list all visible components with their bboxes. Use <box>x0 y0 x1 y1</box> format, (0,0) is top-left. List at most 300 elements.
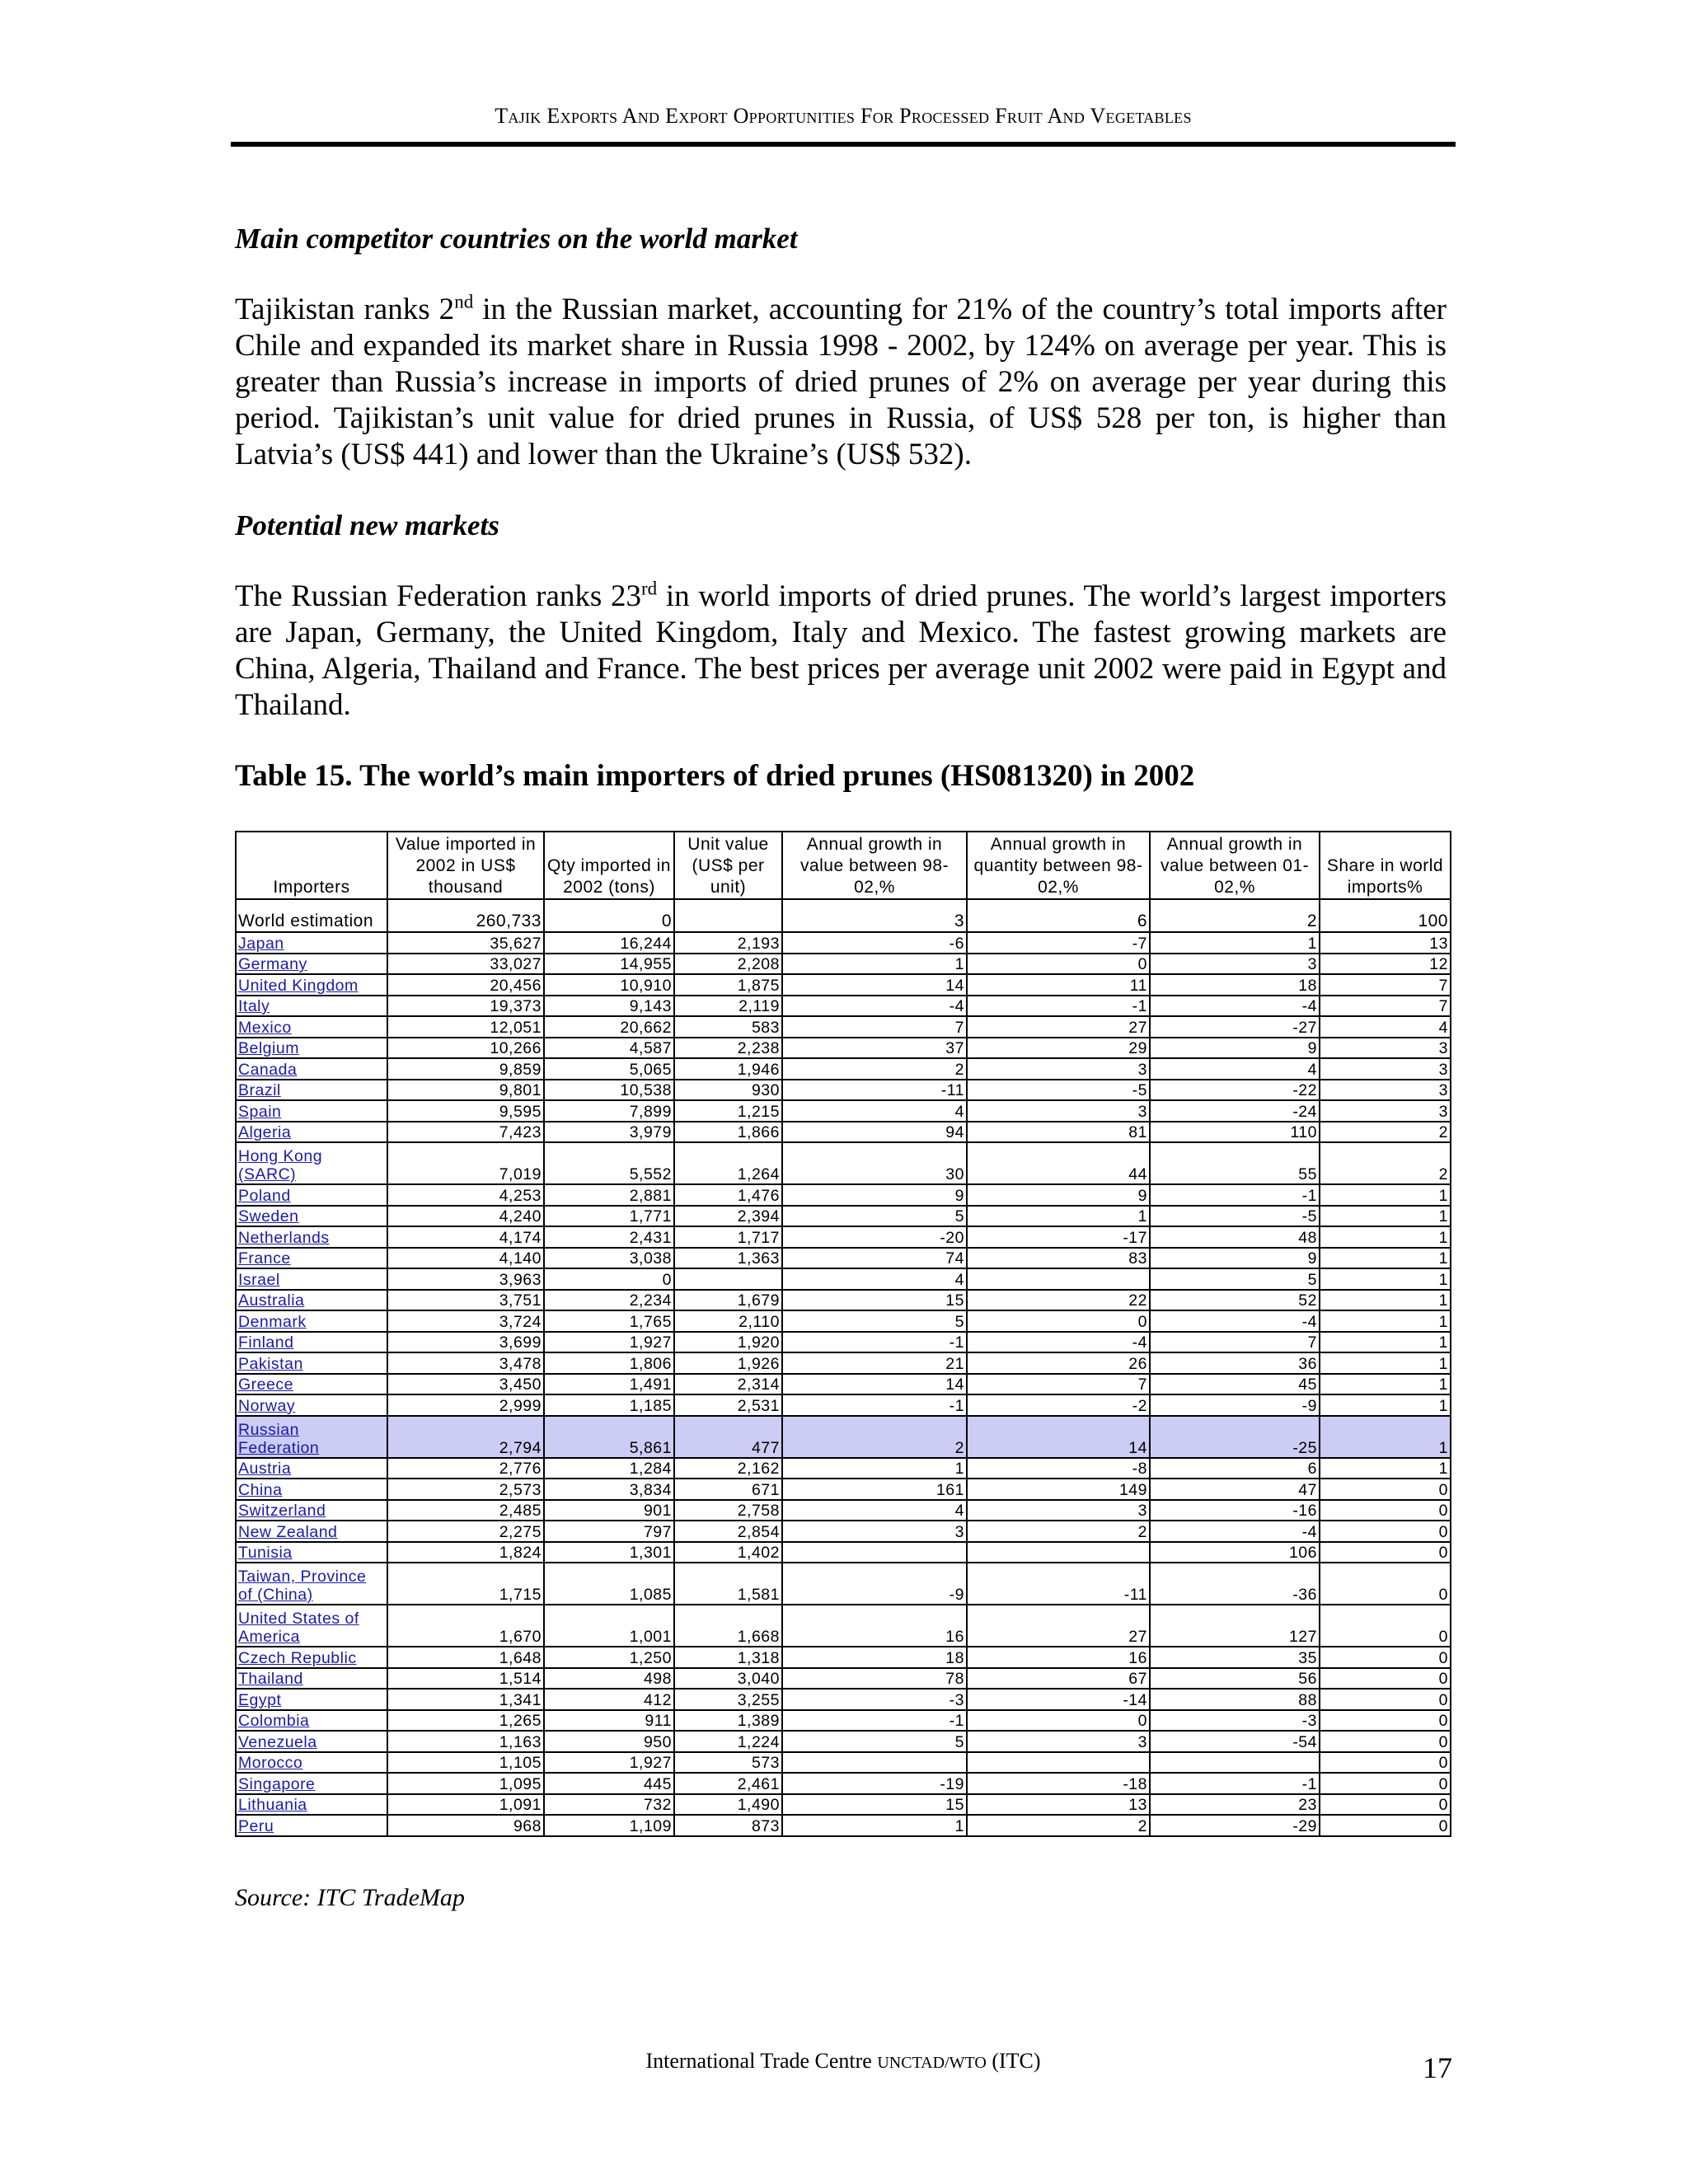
col-header-value: Value imported in 2002 in US$ thousand <box>387 832 544 899</box>
cell-growth-qty-98-02: 3 <box>967 1100 1150 1122</box>
cell-share: 12 <box>1320 954 1451 975</box>
importer-link[interactable]: Czech Republic <box>238 1648 357 1667</box>
cell-share: 1 <box>1320 1352 1451 1374</box>
cell-growth-qty-98-02: 2 <box>967 1815 1150 1836</box>
ordinal-superscript: nd <box>454 291 474 312</box>
cell-share: 7 <box>1320 974 1451 996</box>
cell-importer <box>236 1521 387 1542</box>
cell-share: 0 <box>1320 1794 1451 1816</box>
cell-quantity: 498 <box>544 1668 674 1690</box>
cell-quantity: 1,927 <box>544 1752 674 1774</box>
cell-share: 100 <box>1320 899 1451 932</box>
cell-importer <box>236 996 387 1017</box>
cell-growth-qty-98-02: 27 <box>967 1605 1150 1647</box>
cell-value: 4,174 <box>387 1226 544 1248</box>
importer-link[interactable]: Brazil <box>238 1081 281 1099</box>
importer-link[interactable]: Tunisia <box>238 1544 293 1562</box>
section-heading-new-markets: Potential new markets <box>235 509 499 541</box>
cell-share: 1 <box>1320 1248 1451 1269</box>
importer-link[interactable]: Venezuela <box>238 1732 317 1751</box>
table-row <box>236 1374 1451 1395</box>
cell-share: 0 <box>1320 1668 1451 1690</box>
cell-growth-value-98-02: 161 <box>782 1479 967 1500</box>
cell-growth-value-01-02: 35 <box>1150 1647 1320 1668</box>
cell-unit-value: 2,208 <box>674 954 782 975</box>
importer-link[interactable]: Denmark <box>238 1312 307 1331</box>
cell-quantity: 1,301 <box>544 1542 674 1563</box>
importer-link[interactable]: Russian Federation <box>238 1420 320 1457</box>
cell-growth-value-98-02: -6 <box>782 932 967 954</box>
table-row <box>236 1668 1451 1690</box>
table-row <box>236 1206 1451 1227</box>
cell-share: 0 <box>1320 1647 1451 1668</box>
cell-growth-value-01-02: 47 <box>1150 1479 1320 1500</box>
cell-growth-qty-98-02 <box>967 1542 1150 1563</box>
importer-link[interactable]: Peru <box>238 1816 274 1835</box>
cell-growth-value-01-02: -27 <box>1150 1016 1320 1038</box>
cell-growth-qty-98-02: -17 <box>967 1226 1150 1248</box>
paragraph-competitors <box>235 292 1447 473</box>
cell-value: 12,051 <box>387 1016 544 1038</box>
importer-link[interactable]: Morocco <box>238 1754 303 1772</box>
cell-growth-value-98-02: 5 <box>782 1310 967 1332</box>
cell-growth-value-01-02: -3 <box>1150 1710 1320 1732</box>
importer-link[interactable]: Norway <box>238 1396 296 1415</box>
cell-unit-value: 477 <box>674 1416 782 1458</box>
cell-importer <box>236 1458 387 1479</box>
importer-link[interactable]: Israel <box>238 1270 280 1289</box>
table-row <box>236 1226 1451 1248</box>
cell-value: 3,963 <box>387 1268 544 1290</box>
col-header-growth-value-98-02: Annual growth in value between 98-02,% <box>782 832 967 899</box>
cell-quantity: 3,038 <box>544 1248 674 1269</box>
table-row <box>236 1416 1451 1458</box>
cell-importer <box>236 1206 387 1227</box>
cell-importer <box>236 1794 387 1816</box>
cell-growth-value-98-02: -4 <box>782 996 967 1017</box>
cell-growth-qty-98-02: 0 <box>967 954 1150 975</box>
cell-quantity: 3,979 <box>544 1122 674 1143</box>
cell-unit-value: 1,402 <box>674 1542 782 1563</box>
cell-unit-value: 3,040 <box>674 1668 782 1690</box>
importer-link[interactable]: Netherlands <box>238 1228 330 1247</box>
paragraph-text: in world imports of dried prunes. The world’s largest importers are Japan, Germany, the United Kingdom, Italy and Mexico. The fastest growing markets are China, Algeria, Thailand and France. The best prices per average unit 2002 were paid in Egypt and Thailand. <box>235 579 1447 722</box>
importer-link[interactable]: Pakistan <box>238 1354 303 1373</box>
col-header-growth-qty-98-02: Annual growth in quantity between 98-02,% <box>967 832 1150 899</box>
cell-importer <box>236 1500 387 1521</box>
cell-importer <box>236 1080 387 1101</box>
table-row <box>236 954 1451 975</box>
cell-unit-value: 2,461 <box>674 1773 782 1794</box>
page-footer <box>231 2049 1456 2074</box>
importer-link[interactable]: Finland <box>238 1333 294 1352</box>
importer-link[interactable]: Germany <box>238 955 307 973</box>
cell-growth-qty-98-02: -1 <box>967 996 1150 1017</box>
importer-link[interactable]: Singapore <box>238 1774 316 1793</box>
cell-value: 10,266 <box>387 1038 544 1059</box>
cell-growth-value-98-02 <box>782 1752 967 1774</box>
importer-link[interactable]: Belgium <box>238 1039 299 1057</box>
cell-unit-value: 2,854 <box>674 1521 782 1542</box>
cell-growth-value-01-02: -4 <box>1150 1521 1320 1542</box>
footer-text: International Trade Centre <box>645 2049 878 2073</box>
table-body <box>236 899 1451 1836</box>
cell-unit-value: 1,926 <box>674 1352 782 1374</box>
cell-growth-value-98-02: -1 <box>782 1710 967 1732</box>
cell-growth-value-01-02: 45 <box>1150 1374 1320 1395</box>
importer-link[interactable]: Switzerland <box>238 1502 326 1520</box>
cell-quantity: 1,085 <box>544 1563 674 1605</box>
cell-growth-value-98-02: 4 <box>782 1268 967 1290</box>
importers-table <box>235 831 1451 1837</box>
importer-link[interactable]: Thailand <box>238 1670 303 1688</box>
cell-quantity: 2,234 <box>544 1290 674 1311</box>
cell-growth-value-01-02: -5 <box>1150 1206 1320 1227</box>
cell-growth-qty-98-02: 7 <box>967 1374 1150 1395</box>
cell-value: 2,485 <box>387 1500 544 1521</box>
cell-value: 968 <box>387 1815 544 1836</box>
cell-importer <box>236 1226 387 1248</box>
cell-value: 9,801 <box>387 1080 544 1101</box>
importer-link[interactable]: France <box>238 1249 291 1268</box>
cell-growth-qty-98-02: -4 <box>967 1332 1150 1353</box>
cell-value: 1,514 <box>387 1668 544 1690</box>
cell-importer <box>236 974 387 996</box>
cell-value: 1,670 <box>387 1605 544 1647</box>
cell-share: 0 <box>1320 1479 1451 1500</box>
cell-share: 0 <box>1320 1500 1451 1521</box>
importer-link[interactable]: Mexico <box>238 1018 292 1037</box>
cell-value: 1,648 <box>387 1647 544 1668</box>
cell-unit-value: 2,531 <box>674 1394 782 1416</box>
table-row <box>236 1058 1451 1080</box>
cell-quantity: 10,538 <box>544 1080 674 1101</box>
cell-growth-value-01-02: 88 <box>1150 1689 1320 1710</box>
importer-link[interactable]: Poland <box>238 1186 291 1205</box>
cell-share: 0 <box>1320 1731 1451 1752</box>
cell-unit-value: 1,946 <box>674 1058 782 1080</box>
cell-importer <box>236 1731 387 1752</box>
cell-growth-value-01-02: 7 <box>1150 1332 1320 1353</box>
table-row <box>236 1142 1451 1184</box>
cell-value: 19,373 <box>387 996 544 1017</box>
table-row <box>236 1038 1451 1059</box>
cell-share: 0 <box>1320 1815 1451 1836</box>
cell-unit-value: 1,668 <box>674 1605 782 1647</box>
cell-importer <box>236 1290 387 1311</box>
cell-importer <box>236 1752 387 1774</box>
paragraph-text: The Russian Federation ranks 23 <box>235 579 641 613</box>
importer-link[interactable]: China <box>238 1480 283 1499</box>
importer-link[interactable]: Algeria <box>238 1123 292 1141</box>
cell-growth-qty-98-02: 2 <box>967 1521 1150 1542</box>
cell-growth-qty-98-02: 26 <box>967 1352 1150 1374</box>
cell-growth-qty-98-02: -18 <box>967 1773 1150 1794</box>
cell-growth-qty-98-02: 0 <box>967 1310 1150 1332</box>
table-row <box>236 1290 1451 1311</box>
table-row <box>236 1352 1451 1374</box>
cell-quantity: 20,662 <box>544 1016 674 1038</box>
cell-value: 2,776 <box>387 1458 544 1479</box>
importer-link[interactable]: United States of America <box>238 1610 359 1646</box>
cell-share: 1 <box>1320 1416 1451 1458</box>
table-row <box>236 1500 1451 1521</box>
cell-growth-qty-98-02: 3 <box>967 1058 1150 1080</box>
cell-importer <box>236 1605 387 1647</box>
importer-link[interactable]: Taiwan, Province of (China) <box>238 1568 367 1604</box>
cell-value: 7,423 <box>387 1122 544 1143</box>
importer-link[interactable]: Egypt <box>238 1690 282 1709</box>
cell-quantity: 1,185 <box>544 1394 674 1416</box>
table-row <box>236 1248 1451 1269</box>
importer-link[interactable]: Greece <box>238 1376 293 1394</box>
paragraph-text: Tajikistan ranks 2 <box>235 293 455 326</box>
importer-link[interactable]: Lithuania <box>238 1796 307 1814</box>
table-row <box>236 1016 1451 1038</box>
cell-growth-value-98-02: -20 <box>782 1226 967 1248</box>
table-row <box>236 932 1451 954</box>
cell-growth-value-98-02: 14 <box>782 1374 967 1395</box>
importer-link[interactable]: Austria <box>238 1460 292 1478</box>
cell-quantity: 14,955 <box>544 954 674 975</box>
cell-growth-value-01-02: 127 <box>1150 1605 1320 1647</box>
cell-share: 1 <box>1320 1206 1451 1227</box>
importer-link[interactable]: Canada <box>238 1060 298 1079</box>
table-row <box>236 1332 1451 1353</box>
cell-growth-qty-98-02: -7 <box>967 932 1150 954</box>
cell-importer <box>236 1668 387 1690</box>
cell-growth-value-98-02: 5 <box>782 1206 967 1227</box>
cell-quantity: 1,109 <box>544 1815 674 1836</box>
cell-unit-value: 2,119 <box>674 996 782 1017</box>
cell-share: 3 <box>1320 1058 1451 1080</box>
cell-value: 4,140 <box>387 1248 544 1269</box>
cell-unit-value: 1,318 <box>674 1647 782 1668</box>
cell-growth-value-01-02: 18 <box>1150 974 1320 996</box>
cell-quantity: 901 <box>544 1500 674 1521</box>
table-row <box>236 1794 1451 1816</box>
cell-growth-value-01-02: -4 <box>1150 996 1320 1017</box>
cell-unit-value <box>674 899 782 932</box>
cell-importer <box>236 1142 387 1184</box>
cell-importer <box>236 1310 387 1332</box>
importer-link[interactable]: Australia <box>238 1291 305 1310</box>
cell-growth-value-98-02: 2 <box>782 1416 967 1458</box>
cell-importer <box>236 1773 387 1794</box>
cell-quantity: 0 <box>544 899 674 932</box>
importer-link[interactable]: Hong Kong (SARC) <box>238 1147 323 1183</box>
cell-importer <box>236 1416 387 1458</box>
cell-share: 1 <box>1320 1394 1451 1416</box>
table-row <box>236 1521 1451 1542</box>
cell-growth-qty-98-02: -14 <box>967 1689 1150 1710</box>
cell-value: 9,859 <box>387 1058 544 1080</box>
importer-link[interactable]: Italy <box>238 997 270 1015</box>
cell-growth-value-98-02: 30 <box>782 1142 967 1184</box>
importer-link[interactable]: Japan <box>238 934 284 953</box>
table-row <box>236 974 1451 996</box>
cell-importer <box>236 1122 387 1143</box>
cell-share: 3 <box>1320 1080 1451 1101</box>
cell-importer <box>236 1268 387 1290</box>
cell-unit-value: 1,215 <box>674 1100 782 1122</box>
cell-quantity: 2,881 <box>544 1184 674 1206</box>
cell-quantity: 911 <box>544 1710 674 1732</box>
cell-growth-value-98-02: -1 <box>782 1394 967 1416</box>
cell-unit-value: 1,224 <box>674 1731 782 1752</box>
importer-link[interactable]: Colombia <box>238 1712 310 1730</box>
cell-quantity: 1,927 <box>544 1332 674 1353</box>
cell-growth-qty-98-02: 3 <box>967 1500 1150 1521</box>
cell-quantity: 1,806 <box>544 1352 674 1374</box>
cell-growth-value-98-02: 78 <box>782 1668 967 1690</box>
importer-link[interactable]: United Kingdom <box>238 976 359 995</box>
cell-growth-value-01-02: 5 <box>1150 1268 1320 1290</box>
cell-value: 3,450 <box>387 1374 544 1395</box>
cell-share: 0 <box>1320 1521 1451 1542</box>
cell-growth-value-98-02: 15 <box>782 1290 967 1311</box>
cell-growth-qty-98-02: 3 <box>967 1731 1150 1752</box>
cell-quantity: 0 <box>544 1268 674 1290</box>
cell-value: 2,999 <box>387 1394 544 1416</box>
cell-growth-qty-98-02: 0 <box>967 1710 1150 1732</box>
table-row <box>236 1268 1451 1290</box>
cell-share: 3 <box>1320 1100 1451 1122</box>
cell-importer <box>236 1332 387 1353</box>
cell-growth-qty-98-02: 9 <box>967 1184 1150 1206</box>
cell-growth-value-01-02: -29 <box>1150 1815 1320 1836</box>
cell-quantity: 2,431 <box>544 1226 674 1248</box>
cell-share: 1 <box>1320 1458 1451 1479</box>
cell-growth-value-98-02: 14 <box>782 974 967 996</box>
cell-unit-value: 2,394 <box>674 1206 782 1227</box>
footer-org: UNCTAD/WTO <box>877 2054 987 2072</box>
cell-growth-value-98-02: -9 <box>782 1563 967 1605</box>
table-row <box>236 1479 1451 1500</box>
cell-importer <box>236 1710 387 1732</box>
page-number: 17 <box>1423 2051 1452 2084</box>
cell-quantity: 5,861 <box>544 1416 674 1458</box>
cell-value: 33,027 <box>387 954 544 975</box>
cell-unit-value <box>674 1268 782 1290</box>
cell-growth-value-98-02: -19 <box>782 1773 967 1794</box>
paragraph-new-markets <box>235 579 1447 724</box>
table-row <box>236 1731 1451 1752</box>
cell-quantity: 1,001 <box>544 1605 674 1647</box>
table-row <box>236 1773 1451 1794</box>
table-row <box>236 1710 1451 1732</box>
cell-growth-value-01-02: 23 <box>1150 1794 1320 1816</box>
cell-growth-value-01-02: 36 <box>1150 1352 1320 1374</box>
cell-growth-value-01-02: 9 <box>1150 1038 1320 1059</box>
cell-quantity: 950 <box>544 1731 674 1752</box>
cell-unit-value: 2,193 <box>674 932 782 954</box>
cell-quantity: 732 <box>544 1794 674 1816</box>
table-row <box>236 1394 1451 1416</box>
cell-value: 1,105 <box>387 1752 544 1774</box>
cell-growth-value-01-02: 48 <box>1150 1226 1320 1248</box>
cell-unit-value: 1,717 <box>674 1226 782 1248</box>
cell-value: 2,275 <box>387 1521 544 1542</box>
cell-importer <box>236 1394 387 1416</box>
cell-quantity: 1,250 <box>544 1647 674 1668</box>
cell-value: 1,824 <box>387 1542 544 1563</box>
cell-value: 3,478 <box>387 1352 544 1374</box>
cell-share: 13 <box>1320 932 1451 954</box>
cell-value: 3,751 <box>387 1290 544 1311</box>
cell-unit-value: 2,110 <box>674 1310 782 1332</box>
cell-growth-qty-98-02: -2 <box>967 1394 1150 1416</box>
importer-link[interactable]: Sweden <box>238 1207 299 1226</box>
cell-growth-qty-98-02: 6 <box>967 899 1150 932</box>
table-row <box>236 1542 1451 1563</box>
cell-growth-value-98-02: 4 <box>782 1100 967 1122</box>
cell-unit-value: 1,476 <box>674 1184 782 1206</box>
cell-importer <box>236 932 387 954</box>
cell-growth-value-98-02: 37 <box>782 1038 967 1059</box>
cell-growth-value-98-02: 3 <box>782 1521 967 1542</box>
cell-growth-qty-98-02: 13 <box>967 1794 1150 1816</box>
cell-unit-value: 2,758 <box>674 1500 782 1521</box>
importer-link[interactable]: Spain <box>238 1102 282 1121</box>
header-rule <box>231 142 1456 147</box>
cell-quantity: 3,834 <box>544 1479 674 1500</box>
table-row <box>236 1605 1451 1647</box>
importer-link[interactable]: New Zealand <box>238 1522 338 1541</box>
cell-growth-value-01-02: 56 <box>1150 1668 1320 1690</box>
cell-quantity: 1,284 <box>544 1458 674 1479</box>
cell-value: 1,341 <box>387 1689 544 1710</box>
cell-growth-qty-98-02: 29 <box>967 1038 1150 1059</box>
cell-unit-value: 1,363 <box>674 1248 782 1269</box>
paragraph-text: in the Russian market, accounting for 21% of the country’s total imports after Chile and expanded its market share in Russia 1998 - 2002, by 124% on average per year. This is greater than Russia’s increase in imports of dried prunes of 2% on average per year during this period. Tajikistan’s unit value for dried prunes in Russia, of US$ 528 per ton, is higher than Latvia’s (US$ 441) and lower than the Ukraine’s (US$ 532). <box>235 293 1447 471</box>
cell-unit-value: 1,875 <box>674 974 782 996</box>
cell-value: 1,091 <box>387 1794 544 1816</box>
col-header-unit-value: Unit value (US$ per unit) <box>674 832 782 899</box>
cell-value: 1,715 <box>387 1563 544 1605</box>
cell-importer <box>236 1563 387 1605</box>
cell-growth-value-01-02: 6 <box>1150 1458 1320 1479</box>
table-row <box>236 1647 1451 1668</box>
cell-unit-value: 1,490 <box>674 1794 782 1816</box>
table-row <box>236 1563 1451 1605</box>
cell-importer <box>236 1058 387 1080</box>
table-row <box>236 1184 1451 1206</box>
cell-growth-value-98-02: 1 <box>782 1815 967 1836</box>
cell-share: 2 <box>1320 1142 1451 1184</box>
cell-share: 0 <box>1320 1563 1451 1605</box>
cell-growth-value-01-02: -54 <box>1150 1731 1320 1752</box>
cell-value: 9,595 <box>387 1100 544 1122</box>
cell-value: 2,794 <box>387 1416 544 1458</box>
cell-growth-value-01-02: 52 <box>1150 1290 1320 1311</box>
cell-share: 4 <box>1320 1016 1451 1038</box>
cell-growth-value-98-02: 21 <box>782 1352 967 1374</box>
cell-unit-value: 1,866 <box>674 1122 782 1143</box>
cell-quantity: 445 <box>544 1773 674 1794</box>
col-header-growth-value-01-02: Annual growth in value between 01-02,% <box>1150 832 1320 899</box>
cell-growth-value-98-02: 9 <box>782 1184 967 1206</box>
cell-share: 0 <box>1320 1773 1451 1794</box>
cell-share: 1 <box>1320 1290 1451 1311</box>
cell-share: 2 <box>1320 1122 1451 1143</box>
cell-growth-value-98-02: 1 <box>782 1458 967 1479</box>
cell-unit-value: 1,679 <box>674 1290 782 1311</box>
cell-value: 7,019 <box>387 1142 544 1184</box>
cell-unit-value: 873 <box>674 1815 782 1836</box>
cell-share: 0 <box>1320 1710 1451 1732</box>
cell-value: 1,163 <box>387 1731 544 1752</box>
